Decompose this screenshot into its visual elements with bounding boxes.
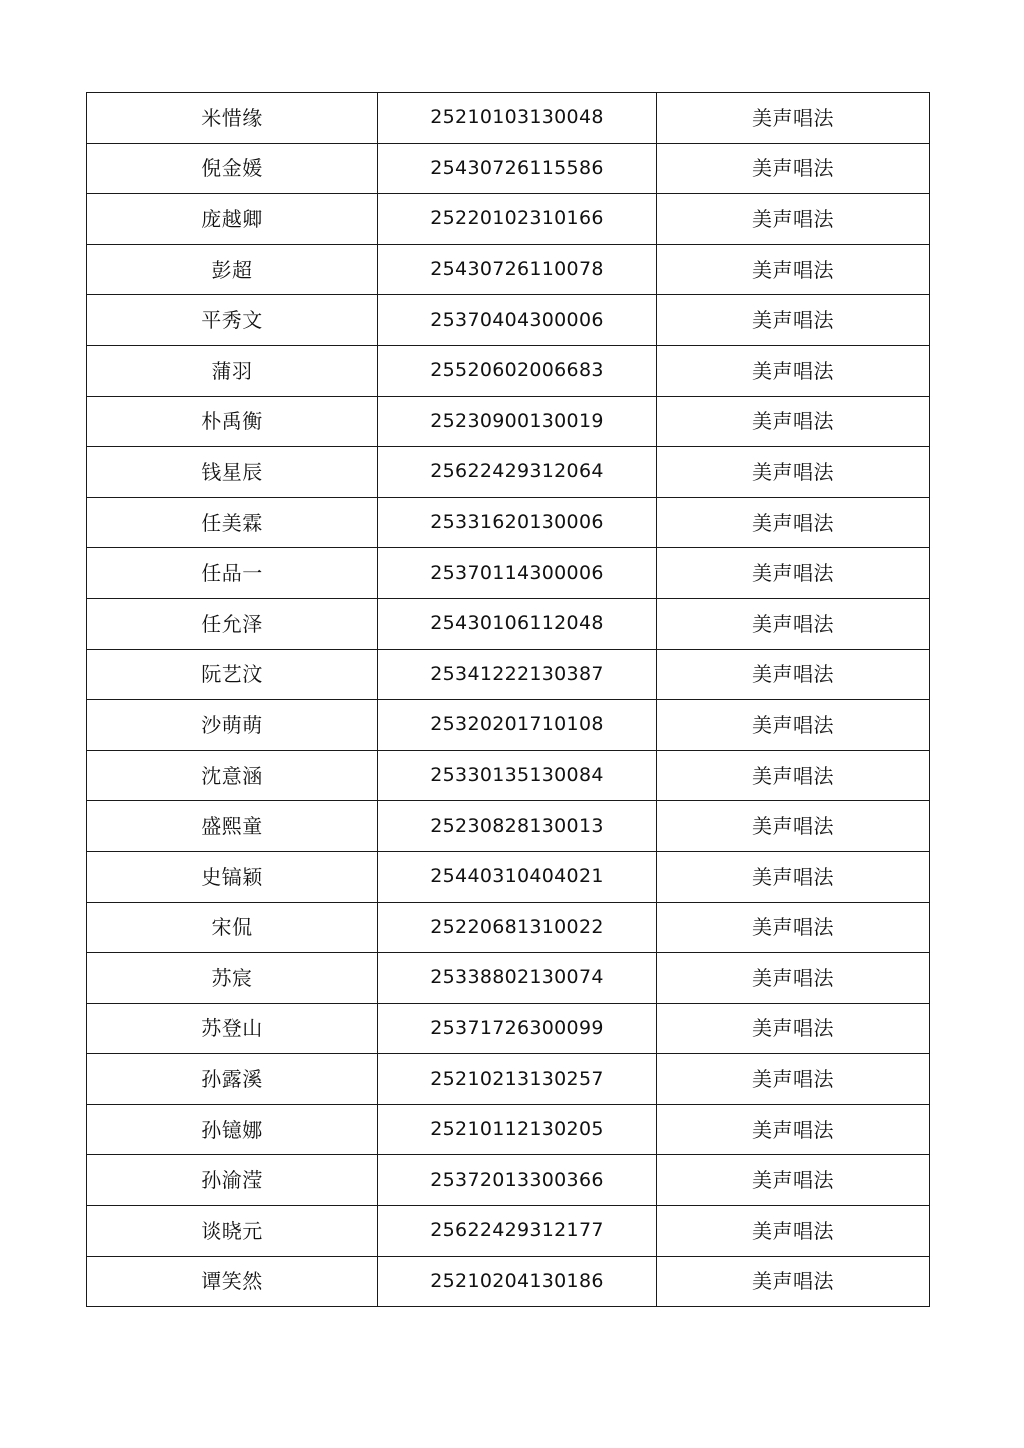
id-cell: 25210204130186 xyxy=(378,1256,657,1307)
major-cell: 美声唱法 xyxy=(657,345,930,396)
major-cell: 美声唱法 xyxy=(657,953,930,1004)
major-cell: 美声唱法 xyxy=(657,143,930,194)
id-cell: 25230828130013 xyxy=(378,801,657,852)
name-cell: 孙露溪 xyxy=(87,1054,378,1105)
table-row xyxy=(87,902,930,953)
table-row xyxy=(87,1003,930,1054)
id-cell: 25622429312064 xyxy=(378,447,657,498)
major-cell: 美声唱法 xyxy=(657,93,930,144)
id-cell: 25430726110078 xyxy=(378,244,657,295)
major-cell: 美声唱法 xyxy=(657,902,930,953)
name-cell: 钱星辰 xyxy=(87,447,378,498)
table-row xyxy=(87,244,930,295)
table-row xyxy=(87,1155,930,1206)
major-cell: 美声唱法 xyxy=(657,801,930,852)
table-row xyxy=(87,93,930,144)
name-cell: 倪金媛 xyxy=(87,143,378,194)
name-cell: 彭超 xyxy=(87,244,378,295)
id-cell: 25210112130205 xyxy=(378,1104,657,1155)
major-cell: 美声唱法 xyxy=(657,1003,930,1054)
major-cell: 美声唱法 xyxy=(657,1054,930,1105)
name-cell: 沙萌萌 xyxy=(87,700,378,751)
name-cell: 史镐颖 xyxy=(87,851,378,902)
name-cell: 阮艺汶 xyxy=(87,649,378,700)
major-cell: 美声唱法 xyxy=(657,194,930,245)
major-cell: 美声唱法 xyxy=(657,244,930,295)
table-row xyxy=(87,447,930,498)
table-row xyxy=(87,1054,930,1105)
table-row xyxy=(87,1256,930,1307)
table-row xyxy=(87,750,930,801)
major-cell: 美声唱法 xyxy=(657,1206,930,1257)
table-row xyxy=(87,548,930,599)
name-cell: 谈晓元 xyxy=(87,1206,378,1257)
id-cell: 25338802130074 xyxy=(378,953,657,1004)
major-cell: 美声唱法 xyxy=(657,396,930,447)
id-cell: 25331620130006 xyxy=(378,497,657,548)
name-cell: 米惜缘 xyxy=(87,93,378,144)
id-cell: 25230900130019 xyxy=(378,396,657,447)
id-cell: 25430106112048 xyxy=(378,598,657,649)
major-cell: 美声唱法 xyxy=(657,1155,930,1206)
id-cell: 25330135130084 xyxy=(378,750,657,801)
major-cell: 美声唱法 xyxy=(657,598,930,649)
name-cell: 庞越卿 xyxy=(87,194,378,245)
name-cell: 宋侃 xyxy=(87,902,378,953)
id-cell: 25220681310022 xyxy=(378,902,657,953)
name-cell: 蒲羽 xyxy=(87,345,378,396)
id-cell: 25372013300366 xyxy=(378,1155,657,1206)
name-cell: 朴禹衡 xyxy=(87,396,378,447)
table-row xyxy=(87,851,930,902)
table-row xyxy=(87,953,930,1004)
name-cell: 孙渝滢 xyxy=(87,1155,378,1206)
id-cell: 25430726115586 xyxy=(378,143,657,194)
name-cell: 任允泽 xyxy=(87,598,378,649)
table-row xyxy=(87,295,930,346)
major-cell: 美声唱法 xyxy=(657,447,930,498)
major-cell: 美声唱法 xyxy=(657,649,930,700)
name-cell: 任美霖 xyxy=(87,497,378,548)
name-cell: 任品一 xyxy=(87,548,378,599)
table-row xyxy=(87,497,930,548)
major-cell: 美声唱法 xyxy=(657,1256,930,1307)
major-cell: 美声唱法 xyxy=(657,851,930,902)
table-row xyxy=(87,598,930,649)
id-cell: 25210213130257 xyxy=(378,1054,657,1105)
major-cell: 美声唱法 xyxy=(657,1104,930,1155)
name-cell: 盛熙童 xyxy=(87,801,378,852)
id-cell: 25210103130048 xyxy=(378,93,657,144)
id-cell: 25320201710108 xyxy=(378,700,657,751)
id-cell: 25370404300006 xyxy=(378,295,657,346)
id-cell: 25341222130387 xyxy=(378,649,657,700)
candidate-table xyxy=(86,92,930,1307)
name-cell: 苏宸 xyxy=(87,953,378,1004)
major-cell: 美声唱法 xyxy=(657,548,930,599)
id-cell: 25370114300006 xyxy=(378,548,657,599)
major-cell: 美声唱法 xyxy=(657,497,930,548)
id-cell: 25371726300099 xyxy=(378,1003,657,1054)
table-row xyxy=(87,801,930,852)
major-cell: 美声唱法 xyxy=(657,295,930,346)
name-cell: 沈意涵 xyxy=(87,750,378,801)
table-row xyxy=(87,143,930,194)
table-row xyxy=(87,700,930,751)
name-cell: 苏登山 xyxy=(87,1003,378,1054)
id-cell: 25220102310166 xyxy=(378,194,657,245)
table-row xyxy=(87,396,930,447)
id-cell: 25440310404021 xyxy=(378,851,657,902)
id-cell: 25622429312177 xyxy=(378,1206,657,1257)
major-cell: 美声唱法 xyxy=(657,750,930,801)
table-row xyxy=(87,1206,930,1257)
name-cell: 谭笑然 xyxy=(87,1256,378,1307)
name-cell: 平秀文 xyxy=(87,295,378,346)
table-row xyxy=(87,649,930,700)
major-cell: 美声唱法 xyxy=(657,700,930,751)
id-cell: 25520602006683 xyxy=(378,345,657,396)
table-row xyxy=(87,194,930,245)
table-row xyxy=(87,345,930,396)
table-row xyxy=(87,1104,930,1155)
name-cell: 孙镱娜 xyxy=(87,1104,378,1155)
